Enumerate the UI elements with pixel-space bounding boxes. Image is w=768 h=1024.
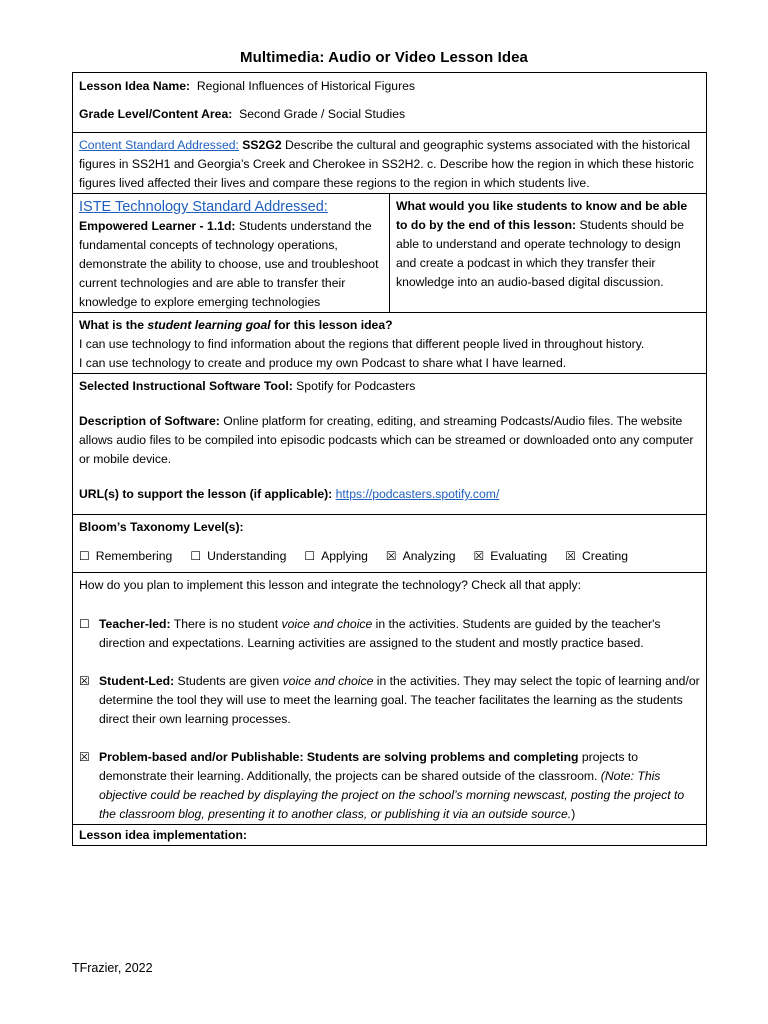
blooms-row [73, 515, 707, 573]
iste-objective-row [73, 194, 707, 313]
iste-standard-code: Empowered Learner - 1.1d: [79, 219, 236, 233]
lesson-name [79, 77, 700, 96]
software-description-label: Description of Software: [79, 414, 220, 428]
software-tool [79, 377, 700, 396]
blooms-level-label: Applying [321, 549, 368, 563]
content-standard-label: Content Standard Addressed: [79, 138, 239, 152]
lesson-info-row [73, 73, 707, 133]
software-url-label: URL(s) to support the lesson (if applicable): [79, 487, 333, 501]
goal-question-suffix: for this lesson idea? [274, 318, 393, 332]
blooms-level-creating[interactable] [565, 547, 628, 566]
problem-based-checkbox[interactable]: ☒ [79, 750, 90, 764]
blooms-checkbox[interactable]: ☒ [385, 549, 397, 563]
student-led-italic: voice and choice [282, 674, 374, 688]
footer-author: TFrazier, 2022 [72, 961, 153, 975]
student-led-text-2: in the activities. They may select the topic of learning and/or determine the tool they will use to meet the learning goal. The teacher facilitates the learning as the students direct their own learning processes. [99, 674, 700, 726]
blooms-checkbox[interactable]: ☐ [79, 549, 90, 563]
implementation-label-row [73, 825, 707, 846]
problem-based-label: Problem-based and/or Publishable: Students are solving problems and completing [99, 750, 579, 764]
blooms-checkbox[interactable]: ☒ [473, 549, 485, 563]
software-url-link[interactable]: https://podcasters.spotify.com/ [335, 487, 500, 501]
software-description [79, 412, 700, 469]
software-description-value: Online platform for creating, editing, and streaming Podcasts/Audio files. The website allows audio files to be compiled into episodic podcasts which can be streamed or downloaded onto any computer or mobile device. [79, 414, 694, 466]
iste-standard-text: Students understand the fundamental concepts of technology operations, demonstrate the ability to choose, use and troubleshoot current technologies and are able to transfer their knowledge to explore emerging technologies [79, 219, 379, 309]
blooms-level-label: Analyzing [402, 549, 456, 563]
grade-value: Second Grade / Social Studies [239, 107, 406, 121]
student-led-checkbox[interactable]: ☒ [79, 674, 90, 688]
note-open: (Note: [600, 769, 634, 783]
lesson-name-label: Lesson Idea Name: [79, 79, 191, 93]
teacher-led-italic: voice and choice [281, 617, 373, 631]
software-url [79, 485, 700, 504]
blooms-checkbox[interactable]: ☐ [190, 549, 202, 563]
implementation-option-teacher-led[interactable] [79, 615, 700, 653]
blooms-level-understanding[interactable] [190, 547, 286, 566]
goal-question-prefix: What is the [79, 318, 145, 332]
blooms-checkbox[interactable]: ☐ [304, 549, 316, 563]
content-standard-text: Describe the cultural and geographic systems associated with the historical figures in SS2H1 and Georgia’s Creek and Cherokee in SS2H2. c. Describe how the region in which these historic figures lived affected their lives and compare these regions to the region in which students live. [79, 138, 694, 190]
blooms-level-label: Remembering [95, 549, 173, 563]
blooms-checkbox[interactable]: ☒ [565, 549, 576, 563]
note-text: This objective could be reached by displaying the project on the school’s morning newscast, posting the project to the classroom blog, presenting it to another class, or publishing it via an outside source. [99, 769, 685, 821]
blooms-label: Bloom’s Taxonomy Level(s): [79, 520, 244, 534]
implementation-row [73, 573, 707, 825]
software-tool-label: Selected Instructional Software Tool: [79, 379, 293, 393]
implementation-option-problem-based[interactable] [79, 748, 700, 824]
goal-question-italic: student learning goal [147, 318, 271, 332]
learning-goal-row [73, 313, 707, 374]
blooms-level-remembering[interactable] [79, 547, 172, 566]
software-row [73, 374, 707, 515]
student-led-text-1: Students are given [177, 674, 280, 688]
teacher-led-text-1: There is no student [173, 617, 279, 631]
implementation-question: How do you plan to implement this lesson and integrate the technology? Check all that apply: [79, 578, 582, 592]
blooms-level-label: Evaluating [490, 549, 548, 563]
lesson-plan-table [72, 72, 707, 846]
teacher-led-checkbox[interactable]: ☐ [79, 617, 90, 631]
student-led-label: Student-Led: [99, 674, 175, 688]
teacher-led-label: Teacher-led: [99, 617, 171, 631]
iste-standard-label: ISTE Technology Standard Addressed: [79, 199, 328, 215]
teacher-led-text-2: in the activities. Students are guided by the teacher's direction and expectations. Learning activities are assigned to the student and mostly practice based. [99, 617, 661, 650]
learning-goal-line-1: I can use technology to find information about the regions that different people lived in throughout history. [79, 337, 645, 351]
blooms-level-applying[interactable] [304, 547, 368, 566]
document-title: Multimedia: Audio or Video Lesson Idea [239, 49, 528, 66]
blooms-level-label: Creating [581, 549, 629, 563]
lesson-implementation-label: Lesson idea implementation: [79, 828, 247, 842]
objective-question: What would you like students to know and be able to do by the end of this lesson: [396, 199, 688, 232]
blooms-level-label: Understanding [207, 549, 287, 563]
content-standard-code: SS2G2 [242, 138, 282, 152]
blooms-levels [79, 547, 700, 566]
objective-answer: Students should be able to understand and operate technology to design and create a podcast in which they transfer their knowledge into an audio-based digital discussion. [396, 218, 684, 289]
grade-level [79, 105, 700, 124]
software-tool-value: Spotify for Podcasters [296, 379, 416, 393]
grade-label: Grade Level/Content Area: [79, 107, 233, 121]
learning-goal-question [79, 316, 700, 335]
blooms-level-analyzing[interactable] [386, 547, 456, 566]
problem-based-text: projects to demonstrate their learning. Additionally, the projects can be shared outside of the classroom. [99, 750, 639, 783]
learning-goal-line-2: I can use technology to create and produce my own Podcast to share what I have learned. [79, 356, 567, 370]
implementation-option-student-led[interactable] [79, 672, 700, 729]
content-standard-row [73, 133, 707, 194]
blooms-level-evaluating[interactable] [474, 547, 548, 566]
lesson-name-value: Regional Influences of Historical Figures [196, 79, 416, 93]
note-close: ) [571, 807, 576, 821]
